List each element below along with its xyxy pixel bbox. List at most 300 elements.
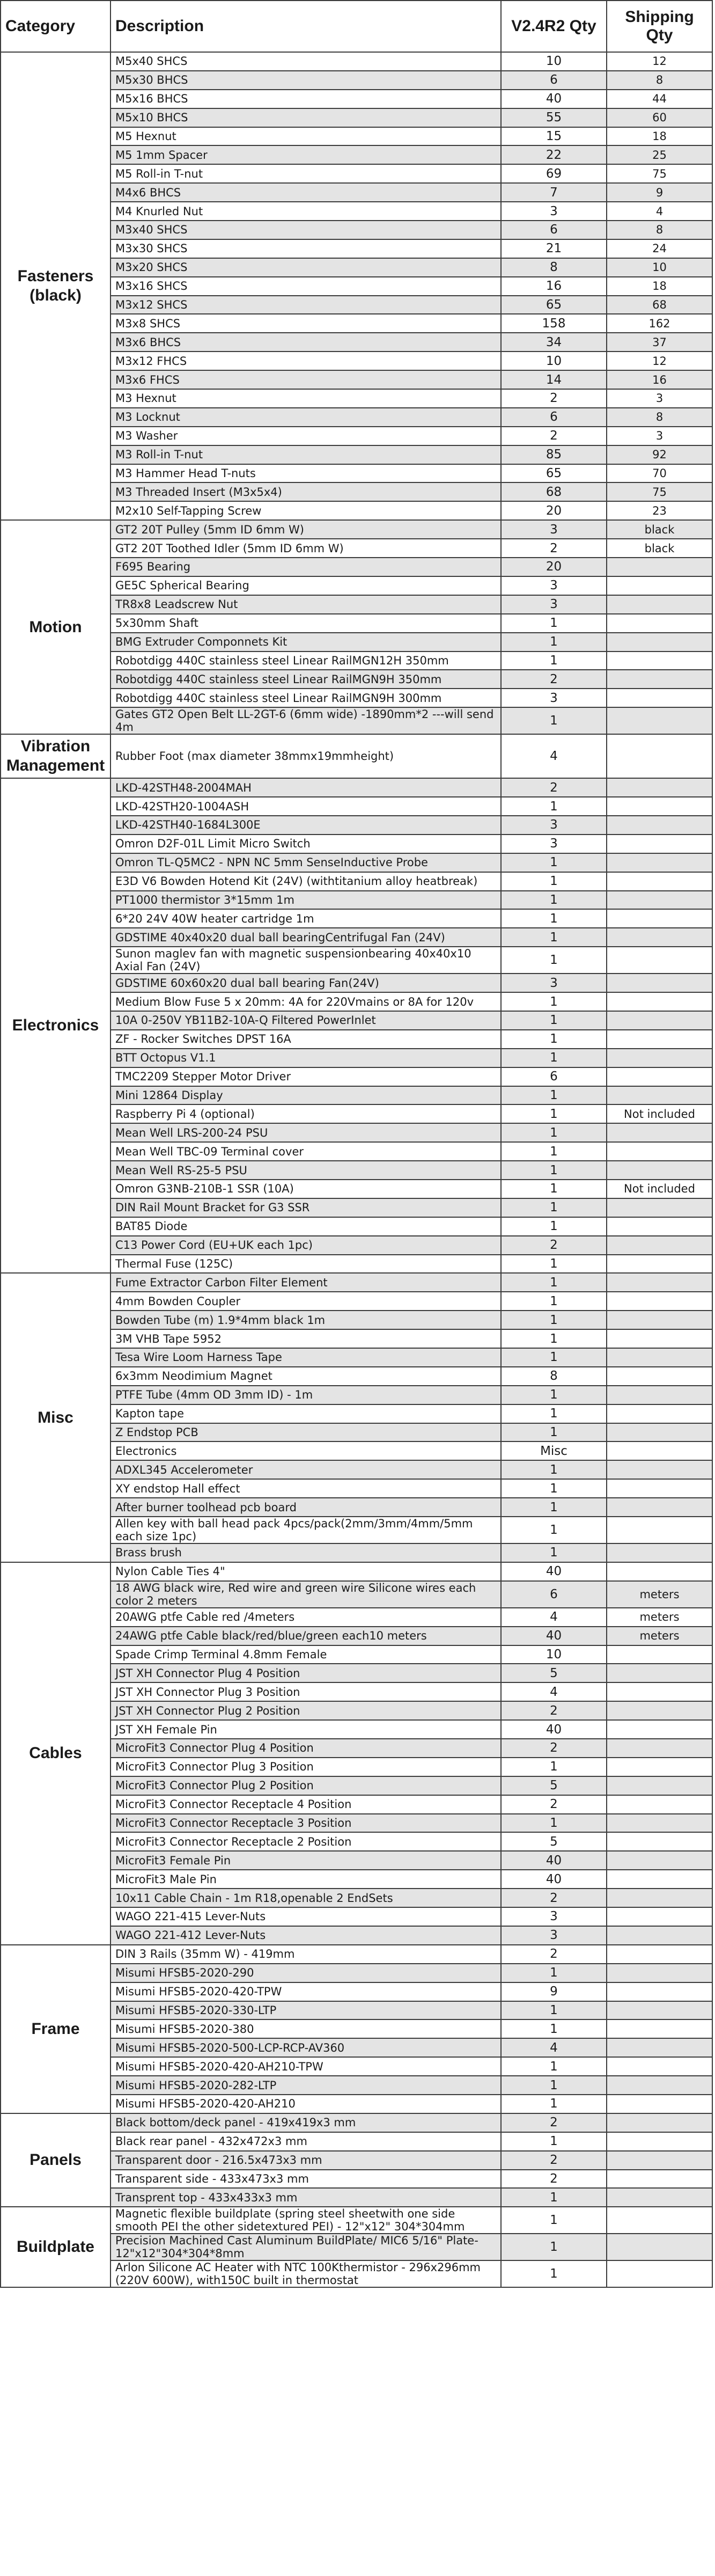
qty-cell: 1: [501, 2095, 607, 2113]
qty-cell: 1: [501, 633, 607, 652]
description-cell: MicroFit3 Connector Plug 4 Position: [110, 1739, 501, 1758]
table-row: [1, 52, 712, 71]
qty-cell: 2: [501, 1701, 607, 1720]
qty-cell: 1: [501, 909, 607, 928]
qty-cell: 4: [501, 1682, 607, 1701]
shipping-cell: 92: [607, 445, 712, 464]
qty-cell: 3: [501, 576, 607, 595]
description-cell: Z Endstop PCB: [110, 1423, 501, 1442]
qty-cell: 8: [501, 1367, 607, 1386]
description-cell: M3x20 SHCS: [110, 258, 501, 277]
description-cell: LKD-42STH20-1004ASH: [110, 797, 501, 816]
description-cell: M3x12 SHCS: [110, 296, 501, 314]
qty-cell: 1: [501, 1814, 607, 1833]
shipping-cell: [607, 1907, 712, 1926]
qty-cell: 1: [501, 1964, 607, 1982]
qty-cell: 85: [501, 445, 607, 464]
description-cell: MicroFit3 Connector Plug 3 Position: [110, 1758, 501, 1776]
shipping-cell: [607, 816, 712, 835]
description-cell: E3D V6 Bowden Hotend Kit (24V) (withtitanium alloy heatbreak): [110, 872, 501, 891]
shipping-cell: [607, 2001, 712, 2020]
qty-cell: 2: [501, 1739, 607, 1758]
shipping-cell: [607, 1386, 712, 1404]
description-cell: Bowden Tube (m) 1.9*4mm black 1m: [110, 1311, 501, 1329]
description-cell: Misumi HFSB5-2020-380: [110, 2019, 501, 2038]
shipping-cell: [607, 1441, 712, 1460]
shipping-cell: [607, 2113, 712, 2132]
description-cell: M5 Roll-in T-nut: [110, 164, 501, 183]
shipping-cell: [607, 1814, 712, 1833]
qty-cell: 1: [501, 1329, 607, 1348]
shipping-cell: [607, 1086, 712, 1105]
description-cell: MicroFit3 Connector Receptacle 3 Position: [110, 1814, 501, 1833]
qty-cell: 3: [501, 835, 607, 853]
description-cell: PTFE Tube (4mm OD 3mm ID) - 1m: [110, 1386, 501, 1404]
shipping-cell: [607, 2038, 712, 2057]
shipping-cell: [607, 2234, 712, 2260]
category-cell: Frame: [1, 1945, 110, 2113]
shipping-cell: meters: [607, 1608, 712, 1627]
shipping-cell: 16: [607, 370, 712, 389]
qty-cell: 65: [501, 296, 607, 314]
qty-cell: 1: [501, 891, 607, 910]
description-cell: 10x11 Cable Chain - 1m R18,openable 2 EndSets: [110, 1889, 501, 1907]
qty-cell: 1: [501, 2188, 607, 2207]
shipping-cell: [607, 614, 712, 633]
qty-cell: Misc: [501, 1441, 607, 1460]
shipping-cell: [607, 1217, 712, 1236]
description-cell: Omron D2F-01L Limit Micro Switch: [110, 835, 501, 853]
shipping-cell: [607, 1926, 712, 1945]
qty-cell: 6: [501, 221, 607, 239]
description-cell: Brass brush: [110, 1543, 501, 1562]
shipping-cell: [607, 928, 712, 947]
qty-cell: 5: [501, 1664, 607, 1682]
description-cell: Allen key with ball head pack 4pcs/pack(2mm/3mm/4mm/5mm each size 1pc): [110, 1517, 501, 1543]
description-cell: Misumi HFSB5-2020-290: [110, 1964, 501, 1982]
shipping-cell: [607, 1562, 712, 1581]
qty-cell: 7: [501, 183, 607, 202]
shipping-cell: [607, 1236, 712, 1255]
qty-cell: 3: [501, 1907, 607, 1926]
category-cell: Fasteners (black): [1, 52, 110, 520]
description-cell: 10A 0-250V YB11B2-10A-Q Filtered PowerInlet: [110, 1011, 501, 1030]
description-cell: Kapton tape: [110, 1404, 501, 1423]
description-cell: 6*20 24V 40W heater cartridge 1m: [110, 909, 501, 928]
description-cell: Fume Extractor Carbon Filter Element: [110, 1273, 501, 1292]
shipping-cell: [607, 2170, 712, 2189]
description-cell: Gates GT2 Open Belt LL-2GT-6 (6mm wide) -1890mm*2 ---will send 4m: [110, 707, 501, 734]
description-cell: M5x10 BHCS: [110, 108, 501, 127]
qty-cell: 1: [501, 1198, 607, 1217]
qty-cell: 3: [501, 202, 607, 221]
shipping-cell: 18: [607, 277, 712, 296]
qty-cell: 1: [501, 1030, 607, 1049]
shipping-cell: [607, 1645, 712, 1664]
qty-cell: 1: [501, 2207, 607, 2234]
category-cell: Motion: [1, 520, 110, 734]
shipping-cell: [607, 1701, 712, 1720]
description-cell: TR8x8 Leadscrew Nut: [110, 595, 501, 614]
qty-cell: 158: [501, 314, 607, 333]
description-cell: GT2 20T Pulley (5mm ID 6mm W): [110, 520, 501, 539]
qty-cell: 1: [501, 1273, 607, 1292]
shipping-cell: [607, 797, 712, 816]
qty-cell: 1: [501, 1386, 607, 1404]
qty-cell: 69: [501, 164, 607, 183]
shipping-cell: 60: [607, 108, 712, 127]
qty-cell: 1: [501, 1011, 607, 1030]
shipping-cell: [607, 1982, 712, 2001]
description-cell: MicroFit3 Female Pin: [110, 1851, 501, 1870]
shipping-cell: [607, 707, 712, 734]
description-cell: M3x16 SHCS: [110, 277, 501, 296]
qty-cell: 40: [501, 1851, 607, 1870]
qty-cell: 6: [501, 408, 607, 427]
qty-cell: 1: [501, 652, 607, 670]
shipping-cell: [607, 947, 712, 974]
shipping-cell: [607, 1142, 712, 1161]
qty-cell: 1: [501, 1180, 607, 1198]
description-cell: Mean Well LRS-200-24 PSU: [110, 1123, 501, 1142]
description-cell: M4x6 BHCS: [110, 183, 501, 202]
qty-cell: 4: [501, 2038, 607, 2057]
shipping-cell: 8: [607, 71, 712, 90]
shipping-cell: [607, 1776, 712, 1795]
qty-cell: 10: [501, 1645, 607, 1664]
shipping-cell: [607, 974, 712, 992]
qty-cell: 1: [501, 707, 607, 734]
shipping-cell: 75: [607, 164, 712, 183]
description-cell: 6x3mm Neodimium Magnet: [110, 1367, 501, 1386]
shipping-cell: [607, 1423, 712, 1442]
description-cell: M3x30 SHCS: [110, 239, 501, 258]
description-cell: TMC2209 Stepper Motor Driver: [110, 1067, 501, 1086]
header-shipping: Shipping Qty: [607, 1, 712, 52]
shipping-cell: [607, 1049, 712, 1067]
shipping-cell: [607, 1329, 712, 1348]
category-cell: Buildplate: [1, 2207, 110, 2287]
description-cell: MicroFit3 Connector Receptacle 4 Position: [110, 1795, 501, 1814]
qty-cell: 2: [501, 539, 607, 558]
description-cell: Transparent side - 433x473x3 mm: [110, 2170, 501, 2189]
description-cell: Medium Blow Fuse 5 x 20mm: 4A for 220Vmains or 8A for 120v: [110, 992, 501, 1011]
qty-cell: 22: [501, 145, 607, 164]
qty-cell: 1: [501, 1460, 607, 1479]
shipping-cell: 3: [607, 389, 712, 408]
shipping-cell: [607, 992, 712, 1011]
qty-cell: 4: [501, 1608, 607, 1627]
category-cell: Panels: [1, 2113, 110, 2207]
description-cell: XY endstop Hall effect: [110, 1479, 501, 1498]
qty-cell: 21: [501, 239, 607, 258]
description-cell: LKD-42STH40-1684L300E: [110, 816, 501, 835]
description-cell: M2x10 Self-Tapping Screw: [110, 501, 501, 520]
shipping-cell: [607, 1255, 712, 1274]
description-cell: Misumi HFSB5-2020-420-AH210: [110, 2095, 501, 2113]
description-cell: 3M VHB Tape 5952: [110, 1329, 501, 1348]
shipping-cell: 10: [607, 258, 712, 277]
shipping-cell: [607, 1123, 712, 1142]
category-cell: Cables: [1, 1562, 110, 1945]
qty-cell: 1: [501, 1311, 607, 1329]
shipping-cell: 8: [607, 408, 712, 427]
qty-cell: 1: [501, 2260, 607, 2287]
header-description: Description: [110, 1, 501, 52]
description-cell: C13 Power Cord (EU+UK each 1pc): [110, 1236, 501, 1255]
description-cell: Rubber Foot (max diameter 38mmx19mmheight): [110, 734, 501, 778]
qty-cell: 1: [501, 1049, 607, 1067]
description-cell: 24AWG ptfe Cable black/red/blue/green each10 meters: [110, 1627, 501, 1645]
shipping-cell: Not included: [607, 1180, 712, 1198]
description-cell: PT1000 thermistor 3*15mm 1m: [110, 891, 501, 910]
shipping-cell: [607, 2207, 712, 2234]
description-cell: M3 Threaded Insert (M3x5x4): [110, 482, 501, 501]
table-row: [1, 1945, 712, 1964]
table-body: [1, 52, 712, 2287]
shipping-cell: 75: [607, 482, 712, 501]
qty-cell: 1: [501, 1086, 607, 1105]
qty-cell: 1: [501, 1479, 607, 1498]
description-cell: M3x8 SHCS: [110, 314, 501, 333]
qty-cell: 1: [501, 1517, 607, 1543]
qty-cell: 1: [501, 1104, 607, 1123]
description-cell: Mini 12864 Display: [110, 1086, 501, 1105]
description-cell: Robotdigg 440C stainless steel Linear RailMGN9H 300mm: [110, 689, 501, 707]
qty-cell: 2: [501, 389, 607, 408]
description-cell: Electronics: [110, 1441, 501, 1460]
qty-cell: 9: [501, 1982, 607, 2001]
qty-cell: 40: [501, 1720, 607, 1739]
shipping-cell: 24: [607, 239, 712, 258]
qty-cell: 3: [501, 595, 607, 614]
description-cell: JST XH Connector Plug 3 Position: [110, 1682, 501, 1701]
table-row: [1, 520, 712, 539]
shipping-cell: [607, 1030, 712, 1049]
qty-cell: 1: [501, 1404, 607, 1423]
shipping-cell: [607, 2057, 712, 2076]
qty-cell: 3: [501, 1926, 607, 1945]
description-cell: Black bottom/deck panel - 419x419x3 mm: [110, 2113, 501, 2132]
shipping-cell: 23: [607, 501, 712, 520]
description-cell: Robotdigg 440C stainless steel Linear RailMGN12H 350mm: [110, 652, 501, 670]
qty-cell: 2: [501, 2113, 607, 2132]
qty-cell: 6: [501, 71, 607, 90]
shipping-cell: [607, 2132, 712, 2151]
description-cell: M3 Washer: [110, 427, 501, 445]
description-cell: Misumi HFSB5-2020-420-TPW: [110, 1982, 501, 2001]
qty-cell: 6: [501, 1581, 607, 1608]
shipping-cell: meters: [607, 1581, 712, 1608]
shipping-cell: [607, 891, 712, 910]
qty-cell: 1: [501, 1348, 607, 1367]
qty-cell: 1: [501, 2234, 607, 2260]
shipping-cell: [607, 1404, 712, 1423]
qty-cell: 68: [501, 482, 607, 501]
qty-cell: 40: [501, 1627, 607, 1645]
qty-cell: 55: [501, 108, 607, 127]
shipping-cell: [607, 853, 712, 872]
description-cell: Arlon Silicone AC Heater with NTC 100Kthermistor - 296x296mm (220V 600W), with150C built in thermostat: [110, 2260, 501, 2287]
shipping-cell: [607, 1479, 712, 1498]
qty-cell: 1: [501, 853, 607, 872]
qty-cell: 1: [501, 1498, 607, 1517]
shipping-cell: [607, 1832, 712, 1851]
shipping-cell: [607, 835, 712, 853]
qty-cell: 1: [501, 1543, 607, 1562]
description-cell: M5x16 BHCS: [110, 90, 501, 108]
description-cell: Magnetic flexible buildplate (spring steel sheetwith one side smooth PEI the other sidetextured PEI) - 12"x12" 304*304mm: [110, 2207, 501, 2234]
qty-cell: 1: [501, 1142, 607, 1161]
qty-cell: 1: [501, 2132, 607, 2151]
description-cell: MicroFit3 Male Pin: [110, 1870, 501, 1889]
qty-cell: 1: [501, 928, 607, 947]
qty-cell: 10: [501, 52, 607, 71]
shipping-cell: black: [607, 539, 712, 558]
qty-cell: 20: [501, 501, 607, 520]
qty-cell: 15: [501, 127, 607, 146]
description-cell: Transparent door - 216.5x473x3 mm: [110, 2151, 501, 2170]
qty-cell: 3: [501, 689, 607, 707]
shipping-cell: [607, 2095, 712, 2113]
description-cell: M3x6 FHCS: [110, 370, 501, 389]
description-cell: 5x30mm Shaft: [110, 614, 501, 633]
category-cell: Misc: [1, 1273, 110, 1562]
shipping-cell: [607, 1739, 712, 1758]
description-cell: M3x40 SHCS: [110, 221, 501, 239]
description-cell: 4mm Bowden Coupler: [110, 1292, 501, 1311]
shipping-cell: [607, 1311, 712, 1329]
category-cell: Electronics: [1, 778, 110, 1273]
qty-cell: 2: [501, 1236, 607, 1255]
shipping-cell: [607, 1870, 712, 1889]
description-cell: Robotdigg 440C stainless steel Linear RailMGN9H 350mm: [110, 670, 501, 689]
qty-cell: 2: [501, 1889, 607, 1907]
shipping-cell: black: [607, 520, 712, 539]
shipping-cell: [607, 2188, 712, 2207]
qty-cell: 1: [501, 2057, 607, 2076]
qty-cell: 1: [501, 614, 607, 633]
table-row: [1, 734, 712, 778]
description-cell: After burner toolhead pcb board: [110, 1498, 501, 1517]
shipping-cell: [607, 1795, 712, 1814]
qty-cell: 40: [501, 90, 607, 108]
shipping-cell: [607, 1367, 712, 1386]
shipping-cell: [607, 872, 712, 891]
description-cell: JST XH Female Pin: [110, 1720, 501, 1739]
shipping-cell: [607, 1543, 712, 1562]
shipping-cell: [607, 633, 712, 652]
shipping-cell: [607, 909, 712, 928]
qty-cell: 1: [501, 872, 607, 891]
description-cell: BMG Extruder Componnets Kit: [110, 633, 501, 652]
shipping-cell: [607, 1273, 712, 1292]
description-cell: GE5C Spherical Bearing: [110, 576, 501, 595]
qty-cell: 1: [501, 1423, 607, 1442]
shipping-cell: 3: [607, 427, 712, 445]
qty-cell: 2: [501, 427, 607, 445]
table-row: [1, 2207, 712, 2234]
shipping-cell: [607, 1292, 712, 1311]
qty-cell: 3: [501, 816, 607, 835]
description-cell: Omron G3NB-210B-1 SSR (10A): [110, 1180, 501, 1198]
description-cell: Misumi HFSB5-2020-282-LTP: [110, 2076, 501, 2095]
qty-cell: 1: [501, 797, 607, 816]
description-cell: MicroFit3 Connector Plug 2 Position: [110, 1776, 501, 1795]
description-cell: BAT85 Diode: [110, 1217, 501, 1236]
shipping-cell: 4: [607, 202, 712, 221]
category-cell: Vibration Management: [1, 734, 110, 778]
description-cell: Precision Machined Cast Aluminum BuildPlate/ MIC6 5/16" Plate- 12"x12"304*304*8mm: [110, 2234, 501, 2260]
shipping-cell: [607, 1517, 712, 1543]
shipping-cell: [607, 1964, 712, 1982]
qty-cell: 2: [501, 1945, 607, 1964]
description-cell: M3 Roll-in T-nut: [110, 445, 501, 464]
description-cell: M3x6 BHCS: [110, 333, 501, 352]
qty-cell: 4: [501, 734, 607, 778]
description-cell: Misumi HFSB5-2020-500-LCP-RCP-AV360: [110, 2038, 501, 2057]
description-cell: Misumi HFSB5-2020-420-AH210-TPW: [110, 2057, 501, 2076]
shipping-cell: [607, 689, 712, 707]
description-cell: Tesa Wire Loom Harness Tape: [110, 1348, 501, 1367]
description-cell: WAGO 221-412 Lever-Nuts: [110, 1926, 501, 1945]
description-cell: GDSTIME 40x40x20 dual ball bearingCentrifugal Fan (24V): [110, 928, 501, 947]
qty-cell: 1: [501, 2076, 607, 2095]
qty-cell: 1: [501, 1292, 607, 1311]
shipping-cell: [607, 1945, 712, 1964]
qty-cell: 1: [501, 992, 607, 1011]
description-cell: Mean Well RS-25-5 PSU: [110, 1161, 501, 1180]
description-cell: Sunon maglev fan with magnetic suspensionbearing 40x40x10 Axial Fan (24V): [110, 947, 501, 974]
table-row: [1, 1273, 712, 1292]
description-cell: GT2 20T Toothed Idler (5mm ID 6mm W): [110, 539, 501, 558]
qty-cell: 2: [501, 1795, 607, 1814]
qty-cell: 1: [501, 947, 607, 974]
qty-cell: 3: [501, 974, 607, 992]
description-cell: LKD-42STH48-2004MAH: [110, 778, 501, 797]
description-cell: Raspberry Pi 4 (optional): [110, 1104, 501, 1123]
description-cell: Misumi HFSB5-2020-330-LTP: [110, 2001, 501, 2020]
description-cell: Spade Crimp Terminal 4.8mm Female: [110, 1645, 501, 1664]
shipping-cell: 70: [607, 464, 712, 483]
qty-cell: 1: [501, 1217, 607, 1236]
qty-cell: 2: [501, 778, 607, 797]
shipping-cell: [607, 2260, 712, 2287]
description-cell: Transprent top - 433x433x3 mm: [110, 2188, 501, 2207]
shipping-cell: [607, 1889, 712, 1907]
shipping-cell: [607, 2076, 712, 2095]
qty-cell: 1: [501, 1255, 607, 1274]
description-cell: M5x30 BHCS: [110, 71, 501, 90]
description-cell: M3x12 FHCS: [110, 352, 501, 370]
shipping-cell: Not included: [607, 1104, 712, 1123]
description-cell: DIN 3 Rails (35mm W) - 419mm: [110, 1945, 501, 1964]
description-cell: GDSTIME 60x60x20 dual ball bearing Fan(24V): [110, 974, 501, 992]
qty-cell: 40: [501, 1870, 607, 1889]
shipping-cell: 12: [607, 52, 712, 71]
qty-cell: 5: [501, 1776, 607, 1795]
description-cell: Black rear panel - 432x472x3 mm: [110, 2132, 501, 2151]
description-cell: Nylon Cable Ties 4": [110, 1562, 501, 1581]
shipping-cell: [607, 1198, 712, 1217]
shipping-cell: [607, 1498, 712, 1517]
shipping-cell: 9: [607, 183, 712, 202]
description-cell: Mean Well TBC-09 Terminal cover: [110, 1142, 501, 1161]
description-cell: M5x40 SHCS: [110, 52, 501, 71]
qty-cell: 2: [501, 2170, 607, 2189]
qty-cell: 2: [501, 2151, 607, 2170]
shipping-cell: [607, 670, 712, 689]
